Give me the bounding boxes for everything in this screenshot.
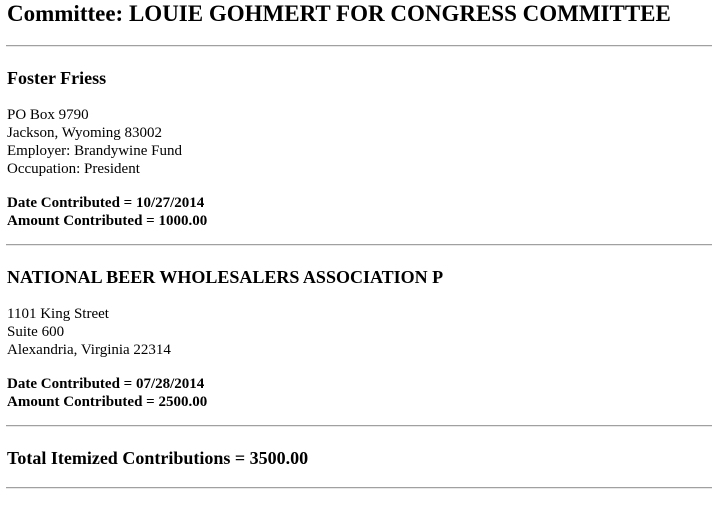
divider: [6, 487, 712, 489]
divider: [6, 45, 712, 47]
contribution-report: [7, 0, 713, 489]
contributor-details: [7, 305, 713, 359]
contributor-name: NATIONAL BEER WHOLESALERS ASSOCIATION P: [7, 267, 444, 287]
committee-label: Committee:: [7, 1, 124, 26]
address-line: Jackson, Wyoming 83002: [7, 125, 163, 141]
total-itemized-contributions: Total Itemized Contributions = 3500.00: [7, 448, 309, 468]
address-line: Suite 600: [7, 324, 65, 340]
address-line: Alexandria, Virginia 22314: [7, 342, 171, 358]
address-line: 1101 King Street: [7, 306, 109, 322]
committee-title: [7, 0, 713, 27]
contribution-entry: [7, 266, 713, 411]
amount-contributed: Amount Contributed = 2500.00: [7, 394, 208, 410]
amount-contributed: Amount Contributed = 1000.00: [7, 213, 208, 229]
contribution-entry: [7, 67, 713, 230]
date-contributed: Date Contributed = 07/28/2014: [7, 376, 205, 392]
address-line: PO Box 9790: [7, 107, 89, 123]
occupation-line: Occupation: President: [7, 161, 140, 177]
committee-name: LOUIE GOHMERT FOR CONGRESS COMMITTEE: [128, 1, 671, 26]
contribution-amounts: [7, 194, 713, 230]
contributor-name: Foster Friess: [7, 68, 107, 88]
contributor-details: [7, 106, 713, 178]
divider: [6, 244, 712, 246]
date-contributed: Date Contributed = 10/27/2014: [7, 195, 205, 211]
contribution-amounts: [7, 375, 713, 411]
employer-line: Employer: Brandywine Fund: [7, 143, 182, 159]
divider: [6, 425, 712, 427]
